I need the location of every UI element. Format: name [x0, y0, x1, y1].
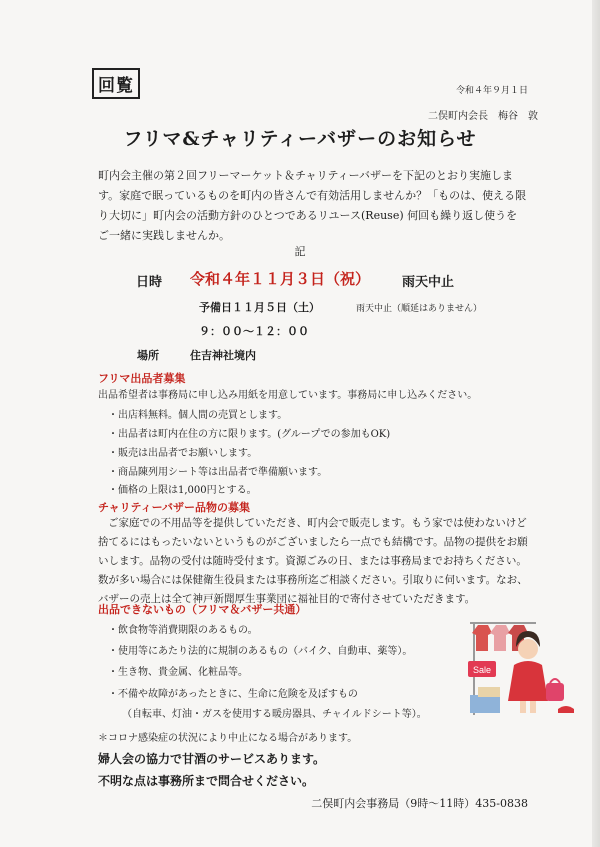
- bazaar-illustration: [466, 603, 578, 719]
- restricted-item: ・生き物、貴金属、化粧品等。: [108, 667, 248, 678]
- restricted-item: ・使用等にあたり法的に規制のあるもの（バイク、自動車、薬等）。: [108, 646, 413, 657]
- backup-date: 予備日１１月５日（土）: [199, 301, 320, 314]
- flea-item: ・販売は出品者でお願いします。: [108, 448, 258, 459]
- amazake-note: 婦人会の協力で甘酒のサービスあります。: [98, 752, 326, 766]
- event-time: ９：００〜１２：００: [199, 325, 309, 338]
- event-date: 令和４年１１月３日（祝）: [190, 270, 371, 288]
- restricted-heading: 出品できないもの（フリマ＆バザー共通）: [98, 603, 307, 616]
- issue-date: 令和４年９月１日: [455, 86, 528, 96]
- flea-item: ・価格の上限は1,000円とする。: [108, 485, 257, 496]
- covid-note: ＊コロナ感染症の状況により中止になる場合があります。: [98, 733, 358, 744]
- circulation-stamp: 回覧: [92, 68, 140, 99]
- flea-item: ・出店料無料。個人間の売買とします。: [108, 410, 288, 421]
- intro-paragraph: 町内会主催の第２回フリーマーケット＆チャリティーバザーを下記のとおり実施します。家庭で眠っているものを町内の皆さんで有効活用しませんか？「ものは、使える限り大切に」町内会の活動方針のひとつであるリユース(Reuse) 何回も繰り返し使うをご一緒に実践しませんか。: [98, 169, 527, 242]
- flea-item: ・出品者は町内在住の方に限ります。(グループでの参加もOK): [108, 429, 391, 440]
- datetime-label: 日時: [136, 275, 163, 290]
- sale-sign: Sale: [472, 665, 492, 675]
- restricted-item: ・飲食物等消費期限のあるもの。: [108, 625, 258, 636]
- charity-body: ご家庭での不用品等を提供していただき、町内会で販売します。もう家では使わないけど捨てるにはもったいないというものがございましたら一点でも結構です。品物の提供をお願いします。品物の受付は随時受付ます。資源ごみの日、または事務局までお持ちください。数が多い場合には保健衛生役員または事務所迄ご相談ください。引取りに伺います。なお、バザーの売上は全て神戸新聞厚生事業団に福祉目的で寄付させていただきます。: [98, 517, 528, 605]
- backup-note: 雨天中止（順延はありません）: [356, 304, 483, 314]
- place-value: 住吉神社境内: [190, 349, 256, 362]
- charity-heading: チャリティーバザー品物の募集: [98, 501, 251, 514]
- page-title: フリマ&チャリティーバザーのお知らせ: [123, 128, 477, 150]
- ki-mark: 記: [294, 245, 306, 258]
- place-label: 場所: [137, 349, 159, 362]
- rain-cancel: 雨天中止: [402, 275, 455, 290]
- flea-item: ・商品陳列用シート等は出品者で準備願います。: [108, 467, 328, 478]
- restricted-item: ・不備や故障があったときに、生命に危険を及ぼすもの: [108, 689, 358, 700]
- inquiry-note: 不明な点は事務所まで問合せください。: [98, 774, 315, 788]
- restricted-item: （自転車、灯油・ガスを使用する暖房器具、チャイルドシート等）。: [122, 709, 427, 720]
- author-line: 二俣町内会長 梅谷 敦: [428, 111, 538, 122]
- contact-line: 二俣町内会事務局（9時〜11時）435-0838: [311, 797, 528, 810]
- flea-heading: フリマ出品者募集: [98, 372, 186, 385]
- flea-lead: 出品希望者は事務局に申し込み用紙を用意しています。事務局に申し込みください。: [98, 390, 478, 401]
